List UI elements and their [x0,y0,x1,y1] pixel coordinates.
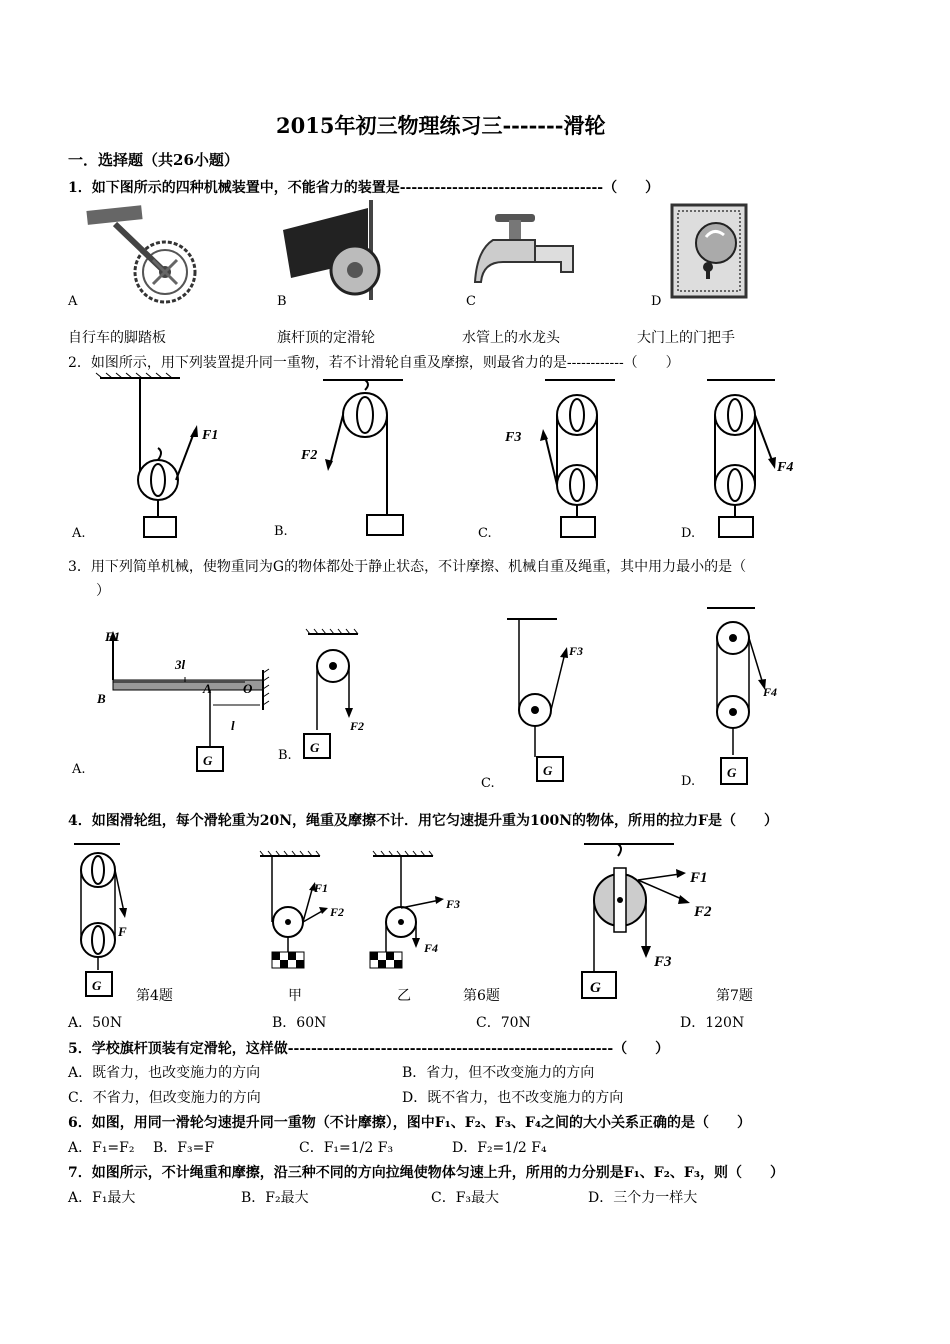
fig7-force-f1: F1 [690,870,708,886]
q1-letter-c: C [466,294,476,309]
fig6-pulley-jia-yi [258,852,468,972]
q3-figure-a-lever [95,625,275,775]
q1-caption-d: 大门上的门把手 [637,330,735,346]
q3-label-b: B. [278,748,292,763]
question-6: 6．如图，用同一滑轮匀速提升同一重物（不计摩擦），图中F₁、F₂、F₃、F₄之间的大小关系正确的是（ ） [68,1115,752,1131]
q3-c-weight-g: G [543,763,553,778]
q2-force-f4: F4 [777,460,794,475]
fig6-force-f3: F3 [446,897,461,911]
fig7-caption: 第7题 [716,988,753,1004]
question-7: 7．如图所示，不计绳重和摩擦，沿三种不同的方向拉绳使物体匀速上升，所用的力分别是F₁、F₂、F₃，则（ ） [68,1165,784,1181]
fig6-force-f2: F2 [330,905,345,919]
fig7-fixed-pulley [578,838,738,1003]
q3-lever-point-o: O [243,681,253,696]
q4-weight-g: G [92,978,102,993]
q2-label-b: B. [274,524,288,539]
q3-label-a: A. [72,762,86,777]
flagpole-pulley-image [283,200,383,300]
q3-lever-point-b: B [97,691,106,706]
q3-figure-c-movable-pulley [505,615,605,785]
question-3-line2: ） [68,583,110,599]
fig7-force-f3: F3 [654,954,672,970]
fig7-force-f2: F2 [694,904,712,920]
fig6-force-f1: F1 [314,881,329,895]
q3-lever-weight-g: G [203,753,213,768]
q7-option-b: B．F₂最大 [241,1190,309,1206]
q2-figure-c-pulley-block [505,375,645,545]
section-heading: 一．选择题（共26小题） [68,151,239,169]
q3-figure-d-pulley-block [705,600,805,790]
q7-option-a: A．F₁最大 [68,1190,136,1206]
q3-lever-point-a: A [203,681,212,696]
fig6-jia-label: 甲 [288,988,302,1004]
q1-caption-a: 自行车的脚踏板 [68,330,166,346]
q4-option-c: C．70N [476,1015,531,1031]
q6-option-d: D．F₂=1/2 F₄ [452,1140,547,1156]
q7-option-d: D．三个力一样大 [588,1190,698,1206]
fig4-caption: 第4题 [136,988,173,1004]
q2-force-f3: F3 [505,430,522,445]
q1-letter-a: A [68,294,78,309]
q6-option-b: B．F₃=F [153,1140,215,1156]
q5-option-a: A．既省力，也改变施力的方向 [68,1065,261,1081]
q6-option-c: C．F₁=1/2 F₃ [299,1140,394,1156]
question-1: 1．如下图所示的四种机械装置中，不能省力的装置是-----------------------------------（ ） [68,180,660,196]
fig6-caption: 第6题 [463,988,500,1004]
q2-label-a: A. [72,526,86,541]
faucet-image [473,212,583,302]
q6-option-a: A．F₁=F₂ [68,1140,135,1156]
q3-d-weight-g: G [727,765,737,780]
q3-b-weight-g: G [310,740,320,755]
q4-option-a: A．50N [68,1015,123,1031]
q3-lever-length-3l: 3l [175,657,186,672]
door-handle-image [670,203,750,298]
q3-label-d: D. [681,774,696,789]
q7-option-c: C．F₃最大 [431,1190,500,1206]
page-title: 2015年初三物理练习三-------滑轮 [276,113,606,138]
fig6-force-f4: F4 [424,941,439,955]
q3-force-f4: F4 [763,685,778,699]
question-5: 5．学校旗杆顶装有定滑轮，这样做--------------------------------------------------------（ ） [68,1041,670,1057]
q2-figure-d-pulley-block [695,375,835,545]
q3-lever-force-f1: F1 [105,629,121,644]
q2-figure-b-fixed-pulley [295,375,435,545]
q4-option-b: B．60N [272,1015,327,1031]
q2-label-c: C. [478,526,492,541]
question-2: 2．如图所示，用下列装置提升同一重物，若不计滑轮自重及摩擦，则最省力的是------------（ ） [68,355,680,371]
q2-force-f1: F1 [202,428,219,443]
q4-option-d: D．120N [680,1015,745,1031]
question-4: 4．如图滑轮组，每个滑轮重为20N，绳重及摩擦不计．用它匀速提升重为100N的物体，所用的拉力F是（ ） [68,813,778,829]
q1-caption-b: 旗杆顶的定滑轮 [277,330,375,346]
question-3-line1: 3．用下列简单机械，使物重同为G的物体都处于静止状态，不计摩擦、机械自重及绳重，其中用力最小的是（ [68,559,747,575]
q2-label-d: D. [681,526,696,541]
q5-option-d: D．既不省力，也不改变施力的方向 [402,1090,624,1106]
fig6-yi-label: 乙 [397,988,411,1004]
q5-option-c: C．不省力，但改变施力的方向 [68,1090,261,1106]
q4-force-f: F [118,924,127,939]
q3-force-f2: F2 [350,719,365,733]
q3-force-f3: F3 [569,644,584,658]
q3-lever-length-l: l [231,718,235,733]
q2-force-f2: F2 [301,448,318,463]
q1-letter-b: B [277,294,287,309]
fig7-weight-g: G [590,980,601,996]
q1-letter-d: D [651,294,662,309]
q2-figure-a-movable-pulley [90,375,230,545]
q3-label-c: C. [481,776,495,791]
q5-option-b: B．省力，但不改变施力的方向 [402,1065,595,1081]
q4-figure-pulley-block [72,840,152,1000]
bicycle-pedal-image [75,202,215,302]
q3-figure-b-fixed-pulley [300,630,380,770]
q1-caption-c: 水管上的水龙头 [462,330,560,346]
